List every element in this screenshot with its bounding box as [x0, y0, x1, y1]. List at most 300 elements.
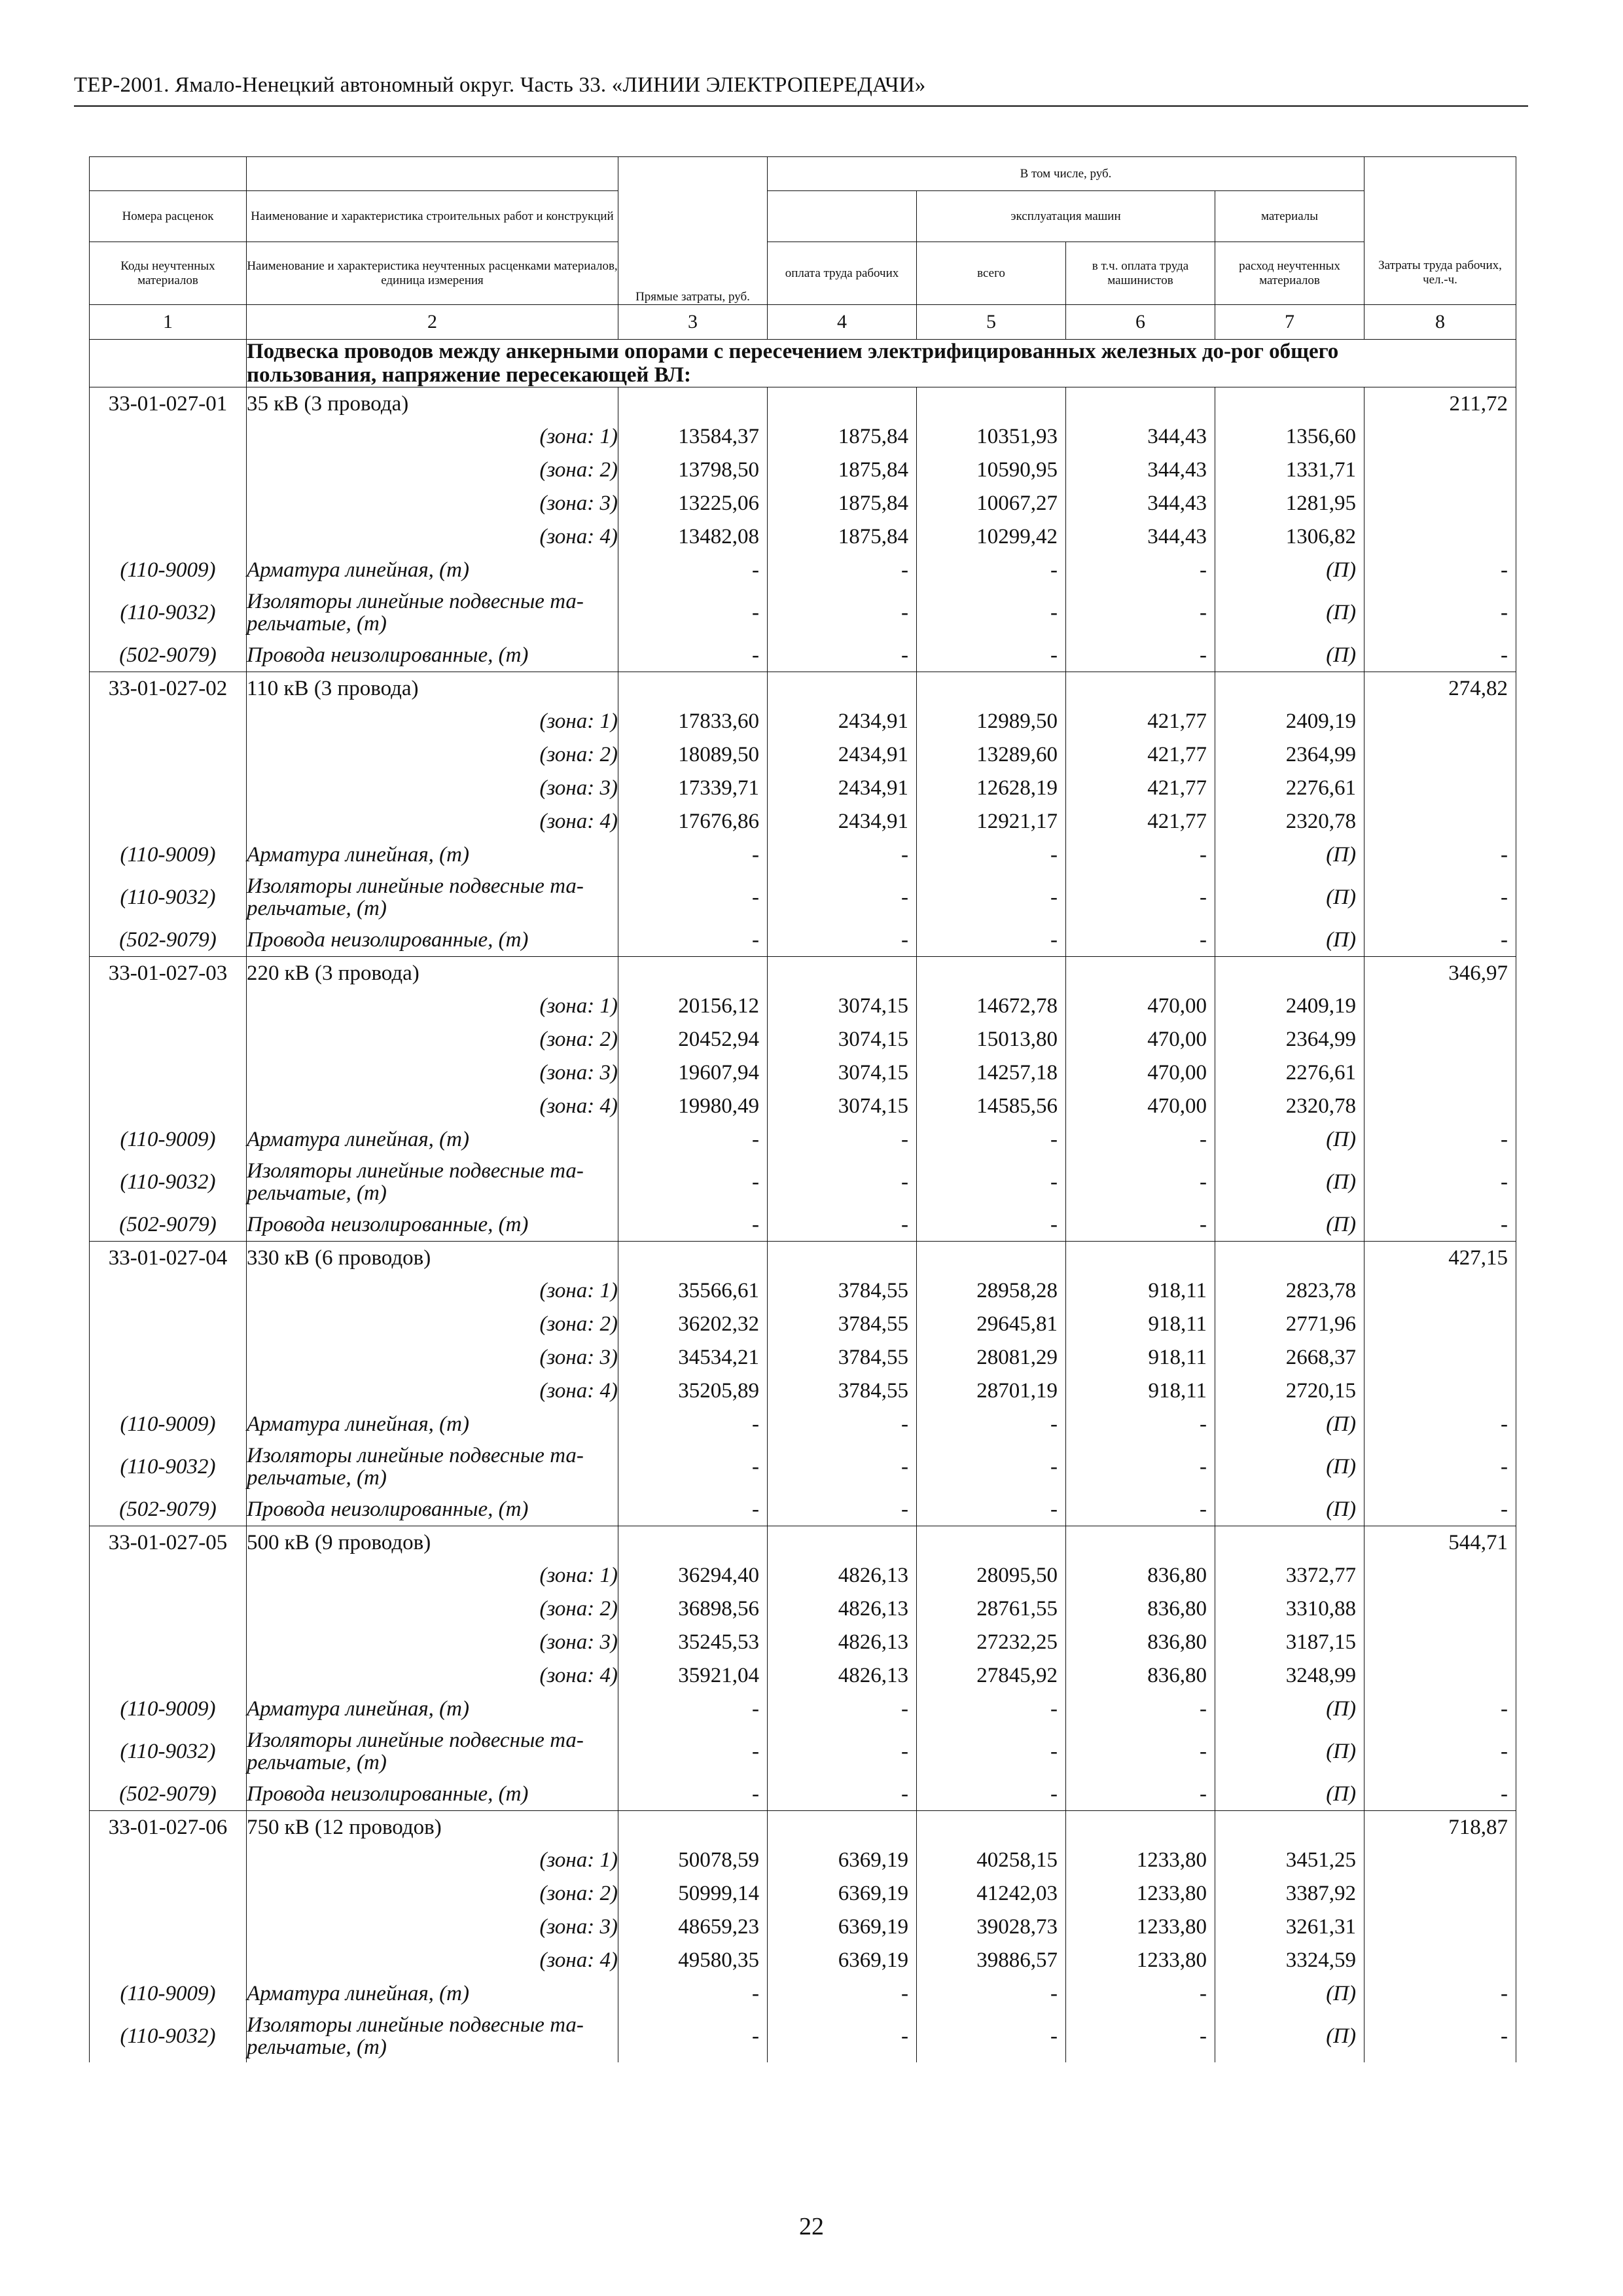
- materials-usage: (П): [1215, 1156, 1364, 1208]
- zone-label: (зона: 2): [247, 1023, 618, 1056]
- operators-wages: -: [1066, 1693, 1215, 1725]
- zone-label: (зона: 4): [247, 805, 618, 838]
- workers-wages: -: [768, 924, 917, 957]
- zone-label: (зона: 3): [247, 1341, 618, 1374]
- material-row: [90, 1693, 1516, 1725]
- machines-total: 15013,80: [917, 1023, 1066, 1056]
- zone-label: (зона: 3): [247, 1910, 618, 1944]
- material-name: Провода неизолированные, (т): [247, 924, 618, 957]
- labor-cost: -: [1364, 871, 1516, 924]
- zone-label: (зона: 4): [247, 520, 618, 554]
- empty-cell: [90, 487, 247, 520]
- labor-cost: -: [1364, 1408, 1516, 1441]
- column-number: 7: [1215, 305, 1364, 340]
- material-row: [90, 838, 1516, 871]
- workers-wages: 1875,84: [768, 420, 917, 454]
- empty-cell: [1364, 1274, 1516, 1308]
- direct-costs: 13225,06: [618, 487, 768, 520]
- machines-total: 14257,18: [917, 1056, 1066, 1090]
- section-title: Подвеска проводов между анкерными опорами с пересечением электрифицированных железных до-рог общего пользования, напряжение пересекающей ВЛ:: [247, 340, 1364, 387]
- column-number: 4: [768, 305, 917, 340]
- material-name: Арматура линейная, (т): [247, 554, 618, 586]
- workers-wages: 3784,55: [768, 1308, 917, 1341]
- direct-costs: -: [618, 1208, 768, 1242]
- workers-wages: 6369,19: [768, 1877, 917, 1910]
- operators-wages: 836,80: [1066, 1659, 1215, 1693]
- empty-cell: [90, 1626, 247, 1659]
- materials-cost: 2276,61: [1215, 772, 1364, 805]
- zone-row: [90, 772, 1516, 805]
- empty-cell: [768, 1811, 917, 1844]
- rates-table: [89, 156, 1516, 2062]
- direct-costs: 20452,94: [618, 1023, 768, 1056]
- labor-cost: -: [1364, 838, 1516, 871]
- operators-wages: 470,00: [1066, 1090, 1215, 1123]
- machines-total: 14672,78: [917, 990, 1066, 1023]
- zone-label: (зона: 1): [247, 705, 618, 738]
- empty-cell: [90, 1274, 247, 1308]
- workers-wages: 3074,15: [768, 1056, 917, 1090]
- empty-cell: [618, 1811, 768, 1844]
- section-spacer: [90, 340, 247, 387]
- materials-cost: 2364,99: [1215, 738, 1364, 772]
- material-name: Арматура линейная, (т): [247, 1123, 618, 1156]
- empty-cell: [1215, 1526, 1364, 1560]
- direct-costs: 36898,56: [618, 1592, 768, 1626]
- workers-wages: 4826,13: [768, 1592, 917, 1626]
- direct-costs: -: [618, 924, 768, 957]
- empty-cell: [90, 805, 247, 838]
- zone-label: (зона: 1): [247, 1559, 618, 1592]
- materials-usage: (П): [1215, 1123, 1364, 1156]
- empty-cell: [1215, 672, 1364, 706]
- rate-code: 33-01-027-02: [90, 672, 247, 706]
- machines-total: 28958,28: [917, 1274, 1066, 1308]
- empty-cell: [90, 1090, 247, 1123]
- material-row: [90, 1123, 1516, 1156]
- material-code: (110-9032): [90, 1156, 247, 1208]
- material-name: Провода неизолированные, (т): [247, 1208, 618, 1242]
- labor-cost: -: [1364, 1778, 1516, 1811]
- direct-costs: 17833,60: [618, 705, 768, 738]
- material-row: [90, 1156, 1516, 1208]
- rate-row: [90, 957, 1516, 990]
- workers-wages: 3784,55: [768, 1274, 917, 1308]
- rate-row: [90, 1526, 1516, 1560]
- workers-wages: -: [768, 1441, 917, 1493]
- header-works-name: Наименование и характеристика строительных работ и конструкций: [247, 191, 618, 242]
- empty-cell: [1215, 387, 1364, 421]
- empty-cell: [90, 1023, 247, 1056]
- operators-wages: -: [1066, 838, 1215, 871]
- section-title-row: [90, 340, 1516, 387]
- material-name: Изоляторы линейные подвесные та-рельчатые, (т): [247, 1156, 618, 1208]
- material-code: (110-9032): [90, 2010, 247, 2062]
- zone-label: (зона: 2): [247, 1592, 618, 1626]
- workers-wages: -: [768, 1208, 917, 1242]
- empty-cell: [1066, 1811, 1215, 1844]
- machines-total: -: [917, 1441, 1066, 1493]
- workers-wages: 6369,19: [768, 1944, 917, 1977]
- zone-label: (зона: 1): [247, 1844, 618, 1877]
- empty-cell: [1364, 1626, 1516, 1659]
- empty-cell: [917, 1526, 1066, 1560]
- operators-wages: -: [1066, 1408, 1215, 1441]
- empty-cell: [90, 990, 247, 1023]
- empty-cell: [917, 957, 1066, 990]
- empty-cell: [618, 387, 768, 421]
- operators-wages: -: [1066, 1123, 1215, 1156]
- material-row: [90, 586, 1516, 639]
- direct-costs: 50999,14: [618, 1877, 768, 1910]
- operators-wages: -: [1066, 1208, 1215, 1242]
- zone-row: [90, 1090, 1516, 1123]
- operators-wages: -: [1066, 1493, 1215, 1526]
- zone-row: [90, 738, 1516, 772]
- operators-wages: -: [1066, 2010, 1215, 2062]
- empty-cell: [917, 672, 1066, 706]
- operators-wages: 421,77: [1066, 772, 1215, 805]
- empty-cell: [90, 1559, 247, 1592]
- rate-name: 110 кВ (3 провода): [247, 672, 618, 706]
- machines-total: 13289,60: [917, 738, 1066, 772]
- empty-cell: [618, 1242, 768, 1275]
- operators-wages: 344,43: [1066, 420, 1215, 454]
- material-name: Провода неизолированные, (т): [247, 639, 618, 672]
- header-spacer: [768, 191, 917, 242]
- labor-cost: -: [1364, 1977, 1516, 2010]
- machines-total: -: [917, 1156, 1066, 1208]
- material-code: (110-9032): [90, 1725, 247, 1778]
- material-row: [90, 1778, 1516, 1811]
- rate-labor: 346,97: [1364, 957, 1516, 990]
- zone-label: (зона: 3): [247, 1056, 618, 1090]
- material-row: [90, 924, 1516, 957]
- empty-cell: [90, 1308, 247, 1341]
- direct-costs: -: [618, 639, 768, 672]
- direct-costs: -: [618, 1123, 768, 1156]
- zone-label: (зона: 1): [247, 420, 618, 454]
- zone-row: [90, 705, 1516, 738]
- materials-cost: 2823,78: [1215, 1274, 1364, 1308]
- material-row: [90, 1725, 1516, 1778]
- empty-cell: [768, 387, 917, 421]
- materials-usage: (П): [1215, 1725, 1364, 1778]
- material-code: (110-9009): [90, 1977, 247, 2010]
- direct-costs: -: [618, 838, 768, 871]
- material-name: Арматура линейная, (т): [247, 838, 618, 871]
- empty-cell: [1066, 387, 1215, 421]
- rate-labor: 427,15: [1364, 1242, 1516, 1275]
- zone-row: [90, 487, 1516, 520]
- materials-cost: 1331,71: [1215, 454, 1364, 487]
- materials-usage: (П): [1215, 639, 1364, 672]
- machines-total: 28095,50: [917, 1559, 1066, 1592]
- zone-row: [90, 1626, 1516, 1659]
- zone-label: (зона: 2): [247, 738, 618, 772]
- workers-wages: -: [768, 1123, 917, 1156]
- machines-total: -: [917, 1493, 1066, 1526]
- zone-label: (зона: 3): [247, 1626, 618, 1659]
- operators-wages: -: [1066, 924, 1215, 957]
- workers-wages: -: [768, 1977, 917, 2010]
- workers-wages: -: [768, 586, 917, 639]
- machines-total: -: [917, 1977, 1066, 2010]
- materials-cost: 2409,19: [1215, 705, 1364, 738]
- machines-total: -: [917, 639, 1066, 672]
- workers-wages: 3784,55: [768, 1341, 917, 1374]
- rate-labor: 544,71: [1364, 1526, 1516, 1560]
- workers-wages: 2434,91: [768, 738, 917, 772]
- zone-label: (зона: 4): [247, 1374, 618, 1408]
- workers-wages: -: [768, 838, 917, 871]
- labor-cost: -: [1364, 1123, 1516, 1156]
- empty-cell: [90, 1374, 247, 1408]
- operators-wages: 836,80: [1066, 1626, 1215, 1659]
- empty-cell: [90, 1659, 247, 1693]
- material-name: Арматура линейная, (т): [247, 1977, 618, 2010]
- workers-wages: 3784,55: [768, 1374, 917, 1408]
- operators-wages: 470,00: [1066, 990, 1215, 1023]
- empty-cell: [1364, 420, 1516, 454]
- materials-usage: (П): [1215, 2010, 1364, 2062]
- operators-wages: -: [1066, 1441, 1215, 1493]
- rate-name: 35 кВ (3 провода): [247, 387, 618, 421]
- direct-costs: 34534,21: [618, 1341, 768, 1374]
- empty-cell: [1364, 1308, 1516, 1341]
- material-name: Изоляторы линейные подвесные та-рельчатые, (т): [247, 871, 618, 924]
- workers-wages: -: [768, 871, 917, 924]
- materials-cost: 2320,78: [1215, 805, 1364, 838]
- workers-wages: -: [768, 1493, 917, 1526]
- empty-cell: [90, 520, 247, 554]
- workers-wages: -: [768, 554, 917, 586]
- empty-cell: [917, 1811, 1066, 1844]
- materials-cost: 2364,99: [1215, 1023, 1364, 1056]
- zone-row: [90, 420, 1516, 454]
- rate-code: 33-01-027-04: [90, 1242, 247, 1275]
- header-materials-title: материалы: [1215, 191, 1364, 242]
- direct-costs: 48659,23: [618, 1910, 768, 1944]
- material-row: [90, 1408, 1516, 1441]
- zone-row: [90, 1559, 1516, 1592]
- materials-usage: (П): [1215, 871, 1364, 924]
- machines-total: -: [917, 1693, 1066, 1725]
- operators-wages: 836,80: [1066, 1592, 1215, 1626]
- zone-row: [90, 1274, 1516, 1308]
- workers-wages: 1875,84: [768, 520, 917, 554]
- materials-cost: 2668,37: [1215, 1341, 1364, 1374]
- machines-total: -: [917, 924, 1066, 957]
- workers-wages: -: [768, 639, 917, 672]
- operators-wages: 918,11: [1066, 1341, 1215, 1374]
- materials-usage: (П): [1215, 1441, 1364, 1493]
- empty-cell: [1364, 520, 1516, 554]
- machines-total: 10351,93: [917, 420, 1066, 454]
- direct-costs: 36202,32: [618, 1308, 768, 1341]
- empty-cell: [1066, 672, 1215, 706]
- header-spacer: [1364, 157, 1516, 191]
- empty-cell: [768, 957, 917, 990]
- empty-cell: [1364, 1877, 1516, 1910]
- empty-cell: [1364, 1374, 1516, 1408]
- material-row: [90, 1441, 1516, 1493]
- operators-wages: 421,77: [1066, 705, 1215, 738]
- section-spacer: [1364, 340, 1516, 387]
- machines-total: -: [917, 1408, 1066, 1441]
- materials-cost: 3387,92: [1215, 1877, 1364, 1910]
- operators-wages: -: [1066, 1725, 1215, 1778]
- empty-cell: [1364, 454, 1516, 487]
- zone-row: [90, 520, 1516, 554]
- zone-label: (зона: 4): [247, 1659, 618, 1693]
- workers-wages: -: [768, 1693, 917, 1725]
- materials-cost: 3451,25: [1215, 1844, 1364, 1877]
- material-code: (110-9009): [90, 1408, 247, 1441]
- header-spacer: [247, 157, 618, 191]
- materials-cost: 3310,88: [1215, 1592, 1364, 1626]
- direct-costs: 20156,12: [618, 990, 768, 1023]
- empty-cell: [917, 387, 1066, 421]
- column-number: 1: [90, 305, 247, 340]
- material-row: [90, 1493, 1516, 1526]
- empty-cell: [768, 672, 917, 706]
- machines-total: 12989,50: [917, 705, 1066, 738]
- material-row: [90, 1208, 1516, 1242]
- direct-costs: -: [618, 2010, 768, 2062]
- direct-costs: 35921,04: [618, 1659, 768, 1693]
- empty-cell: [768, 1242, 917, 1275]
- operators-wages: -: [1066, 554, 1215, 586]
- direct-costs: -: [618, 1778, 768, 1811]
- material-name: Арматура линейная, (т): [247, 1408, 618, 1441]
- workers-wages: 2434,91: [768, 772, 917, 805]
- zone-label: (зона: 1): [247, 1274, 618, 1308]
- labor-cost: -: [1364, 2010, 1516, 2062]
- machines-total: 12628,19: [917, 772, 1066, 805]
- labor-cost: -: [1364, 1156, 1516, 1208]
- zone-row: [90, 1910, 1516, 1944]
- material-code: (502-9079): [90, 1778, 247, 1811]
- materials-cost: 1356,60: [1215, 420, 1364, 454]
- header-group-title: В том числе, руб.: [768, 157, 1364, 191]
- materials-cost: 2320,78: [1215, 1090, 1364, 1123]
- rate-code: 33-01-027-06: [90, 1811, 247, 1844]
- column-number: 2: [247, 305, 618, 340]
- material-code: (110-9032): [90, 871, 247, 924]
- empty-cell: [1364, 487, 1516, 520]
- zone-row: [90, 1659, 1516, 1693]
- rate-code: 33-01-027-05: [90, 1526, 247, 1560]
- column-number: 3: [618, 305, 768, 340]
- empty-cell: [90, 1910, 247, 1944]
- operators-wages: 344,43: [1066, 520, 1215, 554]
- machines-total: 10067,27: [917, 487, 1066, 520]
- operators-wages: 918,11: [1066, 1308, 1215, 1341]
- direct-costs: 17339,71: [618, 772, 768, 805]
- direct-costs: 36294,40: [618, 1559, 768, 1592]
- operators-wages: 918,11: [1066, 1274, 1215, 1308]
- machines-total: 27232,25: [917, 1626, 1066, 1659]
- direct-costs: 49580,35: [618, 1944, 768, 1977]
- material-row: [90, 871, 1516, 924]
- header-spacer: [90, 157, 247, 191]
- operators-wages: 470,00: [1066, 1023, 1215, 1056]
- empty-cell: [1215, 1811, 1364, 1844]
- material-code: (110-9009): [90, 1123, 247, 1156]
- workers-wages: 2434,91: [768, 805, 917, 838]
- header-materials-usage: расход неучтенных материалов: [1215, 242, 1364, 305]
- zone-row: [90, 805, 1516, 838]
- workers-wages: 3074,15: [768, 990, 917, 1023]
- empty-cell: [618, 1526, 768, 1560]
- empty-cell: [917, 1242, 1066, 1275]
- direct-costs: 13798,50: [618, 454, 768, 487]
- direct-costs: 17676,86: [618, 805, 768, 838]
- rate-labor: 718,87: [1364, 1811, 1516, 1844]
- operators-wages: 1233,80: [1066, 1944, 1215, 1977]
- empty-cell: [90, 1341, 247, 1374]
- materials-usage: (П): [1215, 1208, 1364, 1242]
- workers-wages: 4826,13: [768, 1659, 917, 1693]
- rate-row: [90, 672, 1516, 706]
- zone-label: (зона: 4): [247, 1944, 618, 1977]
- rate-name: 220 кВ (3 провода): [247, 957, 618, 990]
- empty-cell: [90, 772, 247, 805]
- machines-total: 41242,03: [917, 1877, 1066, 1910]
- machines-total: -: [917, 1123, 1066, 1156]
- material-name: Изоляторы линейные подвесные та-рельчатые, (т): [247, 2010, 618, 2062]
- machines-total: 29645,81: [917, 1308, 1066, 1341]
- materials-cost: 3261,31: [1215, 1910, 1364, 1944]
- machines-total: -: [917, 1725, 1066, 1778]
- machines-total: -: [917, 1208, 1066, 1242]
- empty-cell: [1364, 805, 1516, 838]
- materials-usage: (П): [1215, 838, 1364, 871]
- materials-cost: 3187,15: [1215, 1626, 1364, 1659]
- zone-row: [90, 454, 1516, 487]
- operators-wages: 1233,80: [1066, 1910, 1215, 1944]
- material-name: Провода неизолированные, (т): [247, 1493, 618, 1526]
- direct-costs: -: [618, 1725, 768, 1778]
- workers-wages: -: [768, 1156, 917, 1208]
- zone-row: [90, 1056, 1516, 1090]
- machines-total: 39028,73: [917, 1910, 1066, 1944]
- empty-cell: [1066, 1526, 1215, 1560]
- empty-cell: [1364, 1844, 1516, 1877]
- workers-wages: -: [768, 2010, 917, 2062]
- materials-cost: 1281,95: [1215, 487, 1364, 520]
- materials-cost: 1306,82: [1215, 520, 1364, 554]
- machines-total: 10299,42: [917, 520, 1066, 554]
- machines-total: -: [917, 871, 1066, 924]
- machines-total: -: [917, 1778, 1066, 1811]
- operators-wages: 421,77: [1066, 738, 1215, 772]
- machines-total: 27845,92: [917, 1659, 1066, 1693]
- labor-cost: -: [1364, 924, 1516, 957]
- direct-costs: 35566,61: [618, 1274, 768, 1308]
- header-machines-title: эксплуатация машин: [917, 191, 1215, 242]
- empty-cell: [618, 672, 768, 706]
- header-material-codes: Коды неучтенных материалов: [90, 242, 247, 305]
- machines-total: 10590,95: [917, 454, 1066, 487]
- empty-cell: [1364, 705, 1516, 738]
- rate-row: [90, 1242, 1516, 1275]
- empty-cell: [1364, 738, 1516, 772]
- zone-row: [90, 1592, 1516, 1626]
- zone-label: (зона: 2): [247, 1308, 618, 1341]
- material-code: (502-9079): [90, 639, 247, 672]
